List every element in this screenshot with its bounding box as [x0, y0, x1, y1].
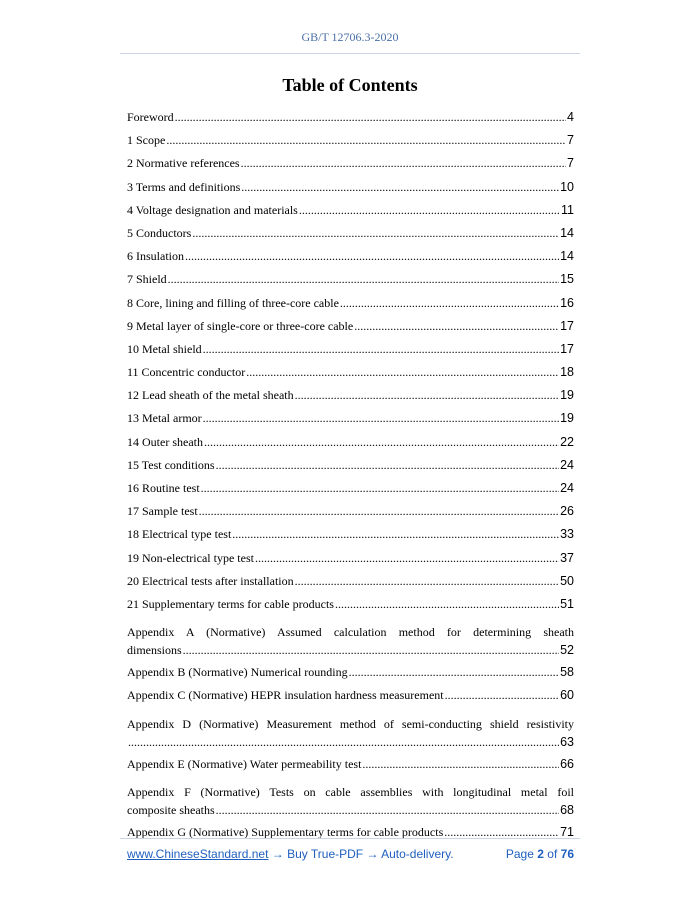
toc-entry-label: 19 Non-electrical type test — [127, 550, 254, 565]
toc-entry-title-line: Appendix F (Normative) Tests on cable assemblies with longitudinal metal foil — [127, 784, 574, 799]
toc-page-number: 50 — [560, 573, 574, 588]
toc-entry[interactable] — [127, 226, 574, 249]
toc-entry[interactable] — [127, 780, 574, 825]
toc-leader-dots — [295, 574, 559, 589]
toc-entry[interactable] — [127, 458, 574, 481]
toc-entry-label: dimensions — [127, 643, 182, 658]
toc-page-number: 24 — [560, 481, 574, 495]
toc-page-number: 22 — [560, 434, 574, 449]
toc-entry[interactable] — [127, 688, 574, 711]
toc-leader-dots — [445, 688, 559, 703]
footer-divider — [120, 838, 580, 839]
toc-page-number: 60 — [560, 688, 574, 703]
toc-entry[interactable] — [127, 481, 574, 504]
website-link[interactable]: www.ChineseStandard.net — [127, 847, 269, 861]
toc-page-number: 7 — [567, 133, 574, 148]
toc-page-number: 52 — [560, 643, 574, 658]
toc-entry[interactable] — [127, 411, 574, 434]
toc-leader-dots — [168, 272, 559, 287]
toc-entry-label: 15 Test conditions — [127, 457, 215, 472]
toc-page-number: 4 — [567, 110, 574, 124]
toc-entry-label: Appendix E (Normative) Water permeability test — [127, 756, 362, 771]
toc-leader-dots — [204, 435, 559, 450]
toc-leader-dots — [128, 733, 559, 751]
toc-entry[interactable] — [127, 597, 574, 620]
toc-page-number: 19 — [560, 388, 574, 403]
toc-leader-dots — [349, 665, 559, 680]
toc-page-number: 17 — [560, 318, 574, 333]
toc-entry-title-line: Appendix D (Normative) Measurement method of semi-conducting shield resistivity — [127, 716, 574, 731]
toc-entry-label: 2 Normative references — [127, 156, 240, 171]
toc-entry[interactable] — [127, 365, 574, 388]
toc-entry[interactable] — [127, 435, 574, 458]
toc-entry[interactable] — [127, 825, 574, 848]
toc-leader-dots — [255, 551, 559, 566]
toc-leader-dots — [295, 388, 559, 403]
toc-entry[interactable] — [127, 504, 574, 527]
toc-page-number: 26 — [560, 504, 574, 519]
toc-entry[interactable] — [127, 319, 574, 342]
toc-page-number: 33 — [560, 527, 574, 542]
toc-leader-dots — [216, 801, 559, 819]
toc-page-number: 14 — [560, 249, 574, 264]
toc-leader-dots — [183, 641, 559, 659]
toc-page-number: 14 — [560, 225, 574, 240]
toc-entry-label: 8 Core, lining and filling of three-core cable — [127, 295, 339, 310]
toc-leader-dots — [241, 180, 559, 195]
page-indicator — [506, 847, 574, 861]
toc-entry-label: 4 Voltage designation and materials — [127, 202, 298, 217]
page-footer — [127, 847, 574, 861]
document-header: GB/T 12706.3-2020 — [301, 30, 399, 44]
toc-entry-label: 21 Supplementary terms for cable products — [127, 596, 334, 611]
page-word: Page — [505, 847, 534, 861]
toc-entry-label: 11 Concentric conductor — [127, 365, 246, 380]
toc-leader-dots — [185, 249, 559, 264]
toc-entry[interactable] — [127, 527, 574, 550]
toc-page-number: 17 — [560, 341, 574, 356]
toc-entry-label: 10 Metal shield — [127, 341, 202, 356]
toc-page-number: 7 — [567, 156, 574, 171]
toc-entry[interactable] — [127, 712, 574, 757]
total-page-number: 76 — [560, 847, 574, 861]
toc-page-number: 19 — [560, 411, 574, 426]
toc-entry-label: 13 Metal armor — [127, 411, 202, 426]
toc-leader-dots — [354, 319, 559, 334]
toc-leader-dots — [175, 110, 566, 125]
toc-entry-title-line: Appendix A (Normative) Assumed calculation method for determining sheath — [127, 625, 574, 640]
toc-entry[interactable] — [127, 133, 574, 156]
toc-entry-label: Appendix G (Normative) Supplementary terms for cable products — [127, 824, 444, 839]
toc-entry-label: 5 Conductors — [127, 225, 192, 240]
toc-entry-label: 3 Terms and definitions — [127, 179, 241, 194]
toc-page-number: 11 — [561, 202, 574, 217]
toc-entry[interactable] — [127, 342, 574, 365]
toc-leader-dots — [246, 365, 559, 380]
toc-entry[interactable] — [127, 388, 574, 411]
toc-entry-label: 14 Outer sheath — [127, 434, 203, 449]
toc-entry-label: 12 Lead sheath of the metal sheath — [127, 388, 294, 403]
toc-entry[interactable] — [127, 574, 574, 597]
toc-page-number: 10 — [560, 179, 574, 194]
header-divider — [120, 53, 580, 54]
toc-entry[interactable] — [127, 296, 574, 319]
toc-leader-dots — [203, 342, 559, 357]
toc-page-number: 58 — [560, 665, 574, 680]
toc-entry-label: 1 Scope — [127, 133, 166, 148]
toc-page-number: 24 — [560, 457, 574, 472]
toc-leader-dots — [192, 226, 559, 241]
toc-entry-label: Foreword — [127, 110, 174, 124]
toc-leader-dots — [199, 504, 559, 519]
toc-entry[interactable] — [127, 180, 574, 203]
toc-entry[interactable] — [127, 156, 574, 179]
toc-page-number: 51 — [560, 596, 574, 611]
toc-page-number: 63 — [560, 734, 574, 749]
toc-page-number: 71 — [560, 824, 574, 839]
toc-entry[interactable] — [127, 203, 574, 226]
toc-leader-dots — [241, 156, 566, 171]
toc-leader-dots — [299, 203, 560, 218]
toc-entry-label: 20 Electrical tests after installation — [127, 573, 294, 588]
toc-page-number: 16 — [560, 295, 574, 310]
page-of: of — [547, 847, 558, 861]
toc-entry-label: 9 Metal layer of single-core or three-core cable — [127, 318, 354, 333]
toc-page-number: 66 — [560, 756, 574, 771]
toc-entry[interactable] — [127, 272, 574, 295]
toc-entry-label: 17 Sample test — [127, 504, 198, 519]
page-title: Table of Contents — [282, 75, 418, 95]
toc-leader-dots — [216, 458, 559, 473]
toc-leader-dots — [335, 597, 559, 612]
toc-page-number: 18 — [560, 365, 574, 380]
toc-leader-dots — [340, 296, 559, 311]
toc-entry-label: 18 Electrical type test — [127, 527, 232, 542]
toc-entry-label: Appendix B (Normative) Numerical rounding — [127, 665, 348, 680]
toc-entry-label: composite sheaths — [127, 802, 215, 817]
table-of-contents — [127, 110, 574, 848]
toc-entry-label: 7 Shield — [127, 272, 167, 287]
toc-entry-label: 16 Routine test — [127, 481, 200, 495]
toc-leader-dots — [232, 527, 559, 542]
toc-leader-dots — [201, 481, 559, 496]
toc-leader-dots — [166, 133, 566, 148]
toc-entry[interactable] — [127, 551, 574, 574]
toc-leader-dots — [362, 757, 559, 772]
footer-tagline: → Buy True-PDF → Auto-delivery. — [268, 847, 454, 861]
toc-page-number: 68 — [560, 802, 574, 817]
toc-entry[interactable] — [127, 249, 574, 272]
toc-leader-dots — [203, 411, 559, 426]
toc-page-number: 37 — [560, 550, 574, 565]
toc-entry[interactable] — [127, 757, 574, 780]
toc-entry-label: Appendix C (Normative) HEPR insulation hardness measurement — [127, 688, 444, 703]
toc-entry[interactable] — [127, 665, 574, 688]
toc-page-number: 15 — [560, 272, 574, 287]
toc-entry[interactable] — [127, 620, 574, 665]
toc-entry-label: 6 Insulation — [127, 249, 184, 264]
current-page-number: 2 — [537, 847, 544, 861]
toc-entry[interactable] — [127, 110, 574, 133]
